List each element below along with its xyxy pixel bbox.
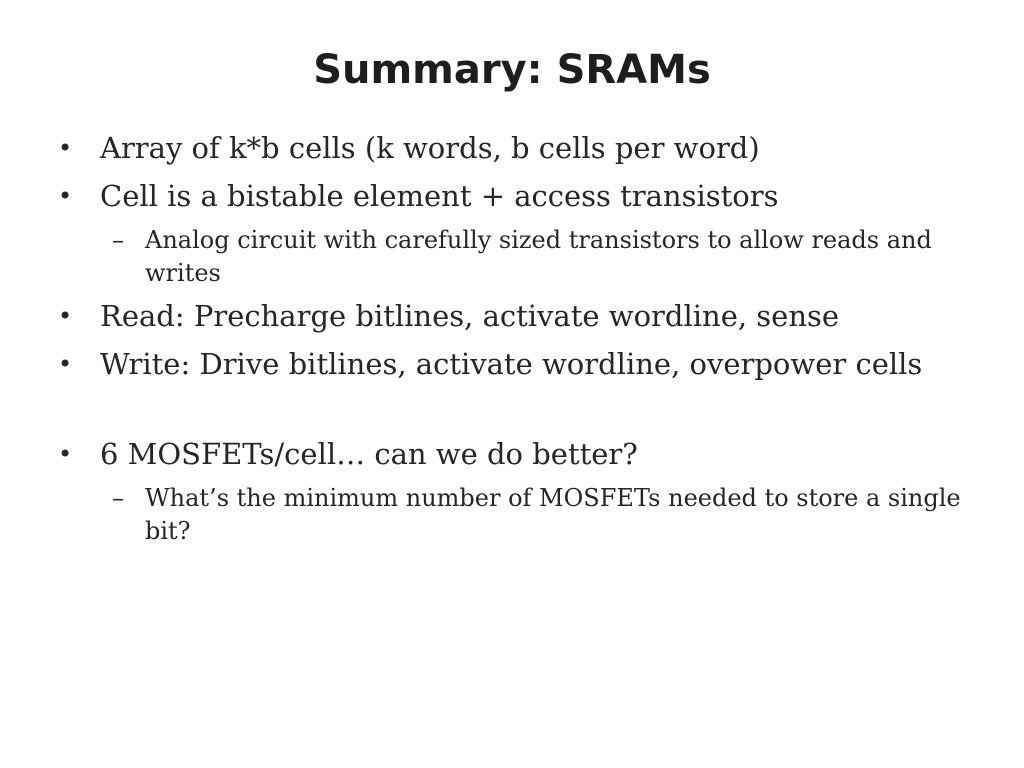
bullet-marker: • <box>58 134 73 162</box>
sub-list <box>100 224 964 290</box>
sub-list <box>100 482 964 548</box>
bullet-text: Read: Precharge bitlines, activate wordline, sense <box>100 299 840 333</box>
bullet-text: 6 MOSFETs/cell… can we do better? <box>100 437 638 471</box>
sub-item-text: Analog circuit with carefully sized transistors to allow reads and writes <box>145 226 932 287</box>
bullet-item <box>0 176 1024 216</box>
bullet-text: Cell is a bistable element + access transistors <box>100 179 779 213</box>
bullet-marker: • <box>58 350 73 378</box>
sub-item <box>100 224 964 290</box>
sub-marker: – <box>112 226 124 254</box>
bullet-item <box>0 128 1024 168</box>
bullet-item <box>0 344 1024 384</box>
bullet-marker: • <box>58 182 73 210</box>
sub-list-container <box>0 482 1024 548</box>
sub-item-text: What’s the minimum number of MOSFETs needed to store a single bit? <box>145 484 961 545</box>
bullet-list <box>0 128 1024 554</box>
sub-list-container <box>0 224 1024 290</box>
bullet-item <box>0 296 1024 336</box>
sub-item <box>100 482 964 548</box>
bullet-text: Array of k*b cells (k words, b cells per word) <box>100 131 760 165</box>
sub-marker: – <box>112 484 124 512</box>
bullet-marker: • <box>58 302 73 330</box>
slide-title: Summary: SRAMs <box>313 47 711 93</box>
bullet-item <box>0 434 1024 474</box>
bullet-marker: • <box>58 440 73 468</box>
bullet-text: Write: Drive bitlines, activate wordline, overpower cells <box>100 347 923 381</box>
